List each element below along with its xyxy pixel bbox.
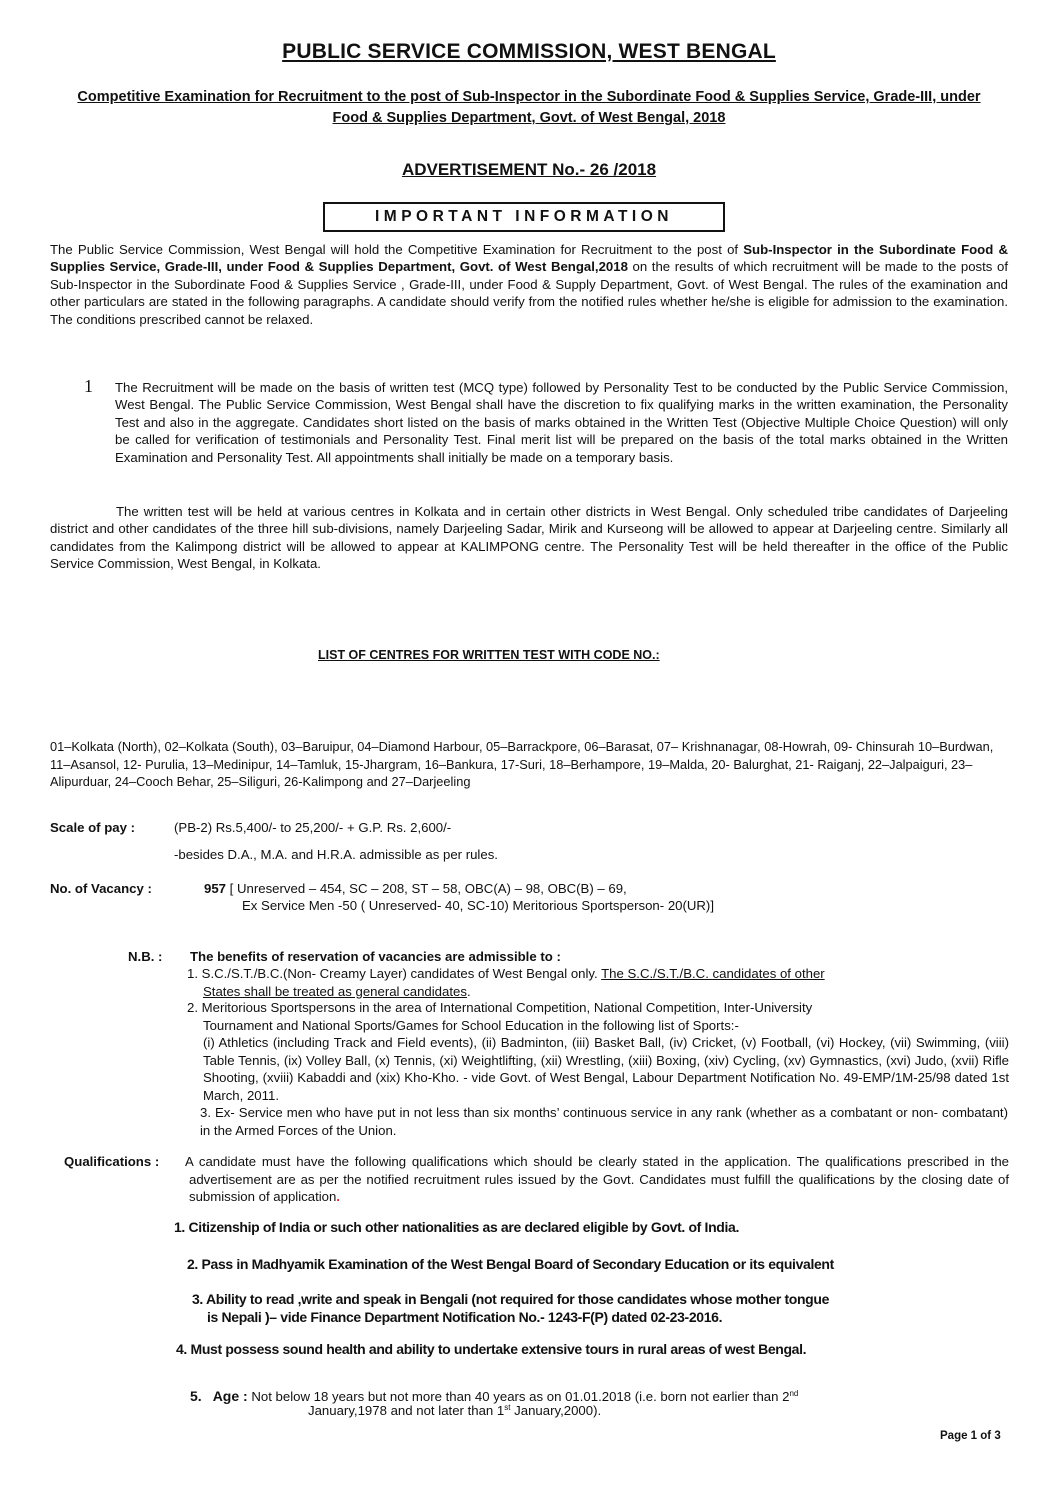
qualification-item-2: 2. Pass in Madhyamik Examination of the West Bengal Board of Secondary Education or its equivalent [187, 1256, 834, 1272]
age-criteria [190, 1385, 798, 1405]
recruitment-paragraph: The Recruitment will be made on the basis of written test (MCQ type) followed by Personality Test to be conducted by the Public Service Commission, West Bengal. The Public Service Commission, West Bengal shall have the discretion to fix qualifying marks in the written examination, the Personality Test and also in the aggregate. Candidates short listed on the basis of marks obtained in the Written Test (Objective Multiple Choice Question) will only be called for verification of testimonials and Personality Test. Final merit list will be prepared on the basis of the total marks obtained in the Written Examination and Personality Test. All appointments shall initially be made on a temporary basis. [115, 380, 1008, 465]
age-cont-b: January,2000). [510, 1403, 602, 1418]
pay-allowances: -besides D.A., M.A. and H.R.A. admissible as per rules. [174, 847, 498, 862]
qualification-item-3 [192, 1290, 1010, 1326]
qualification-item-4: 4. Must possess sound health and ability to undertake extensive tours in rural areas of west Bengal. [176, 1341, 807, 1357]
vacancy-label: No. of Vacancy : [50, 881, 152, 896]
page-title: PUBLIC SERVICE COMMISSION, WEST BENGAL [282, 40, 776, 63]
nb-label: N.B. : [128, 949, 163, 964]
intro-text-rest: on the results of which recruitment will be made to the posts of Sub-Inspector in the Subordinate Food & Supplies Service , Grade-III, under Food & Supply Department, Govt. of West Bengal. The rules of the examination and other particulars are stated in the following paragraphs. A candidate should verify from the notified rules whether he/she is eligible for admission to the examination. The conditions prescribed cannot be relaxed. [50, 259, 1008, 327]
pay-scale-value: (PB-2) Rs.5,400/- to 25,200/- + G.P. Rs. 2,600/- [174, 820, 452, 835]
qualifications-text [185, 1153, 1009, 1206]
intro-paragraph [50, 241, 1008, 328]
qualifications-body: A candidate must have the following qualifications which should be clearly stated in the application. The qualifications prescribed in the advertisement are as per the notified recruitment rules issued by the Govt. Candidates must fulfill the qualifications by the closing date of submission of application [185, 1154, 1009, 1205]
nb-item-1-underlined: The S.C./S.T./B.C. candidates of other [601, 966, 825, 981]
section-number: 1 [84, 376, 93, 396]
nb-item-1-end: . [466, 983, 471, 999]
nb-heading: The benefits of reservation of vacancies are admissible to : [190, 949, 561, 964]
pay-scale-label: Scale of pay : [50, 820, 136, 835]
qualifications-label: Qualifications : [64, 1154, 160, 1169]
age-criteria-cont [308, 1403, 601, 1418]
vacancy-line-2: Ex Service Men -50 ( Unreserved- 40, SC-10) Meritorious Sportsperson- 20(UR)] [242, 898, 714, 913]
nb-item-2-cont: Tournament and National Sports/Games for School Education in the following list of Sports:- [203, 1017, 739, 1033]
nb-item-1-underlined-cont: States shall be treated as general candidates [203, 983, 467, 999]
qualifications-end-mark: . [336, 1189, 341, 1205]
vacancy-line-1: [ Unreserved – 454, SC – 208, ST – 58, OBC(A) – 98, OBC(B) – 69, [226, 881, 627, 896]
important-information-box [323, 202, 725, 232]
qualification-item-1: 1. Citizenship of India or such other nationalities as are declared eligible by Govt. of India. [174, 1219, 739, 1235]
qualification-item-3-line-1: 3. Ability to read ,write and speak in Bengali (not required for those candidates whose mother tongue [192, 1291, 830, 1307]
nb-item-1-text: 1. S.C./S.T./B.C.(Non- Creamy Layer) candidates of West Bengal only. [187, 966, 602, 981]
nb-sports-list: (i) Athletics (including Track and Field events), (ii) Badminton, (iii) Basket Ball, (iv) Cricket, (v) Football, (vi) Hockey, (vii) Swimming, (viii) Table Tennis, (ix) Volley Ball, (x) Tennis, (xi) Weightlifting, (xii) Wrestling, (xiii) Boxing, (xiv) Cycling, (xv) Gymnastics, (xvi) Judo, (xvii) Rifle Shooting, (xviii) Kabaddi and (xix) Kho-Kho. - vide Govt. of West Bengal, Labour Department Notification No. 49-EMP/1M-25/98 dated 1st March, 2011. [203, 1035, 1009, 1103]
age-number: 5. [190, 1388, 202, 1404]
nb-item-2-lead: 2. Meritorious Sportspersons in the area of International Competition, National Competition, Inter-University [187, 1000, 813, 1015]
nb-item-2 [187, 999, 1009, 1105]
intro-text: The Public Service Commission, West Bengal will hold the Competitive Examination for Recruitment to the post of [50, 242, 744, 257]
age-label: Age : [212, 1388, 248, 1404]
nb-item-3: 3. Ex- Service men who have put in not less than six months’ continuous service in any rank (whether as a combatant or non- combatant) in the Armed Forces of the Union. [200, 1105, 1008, 1138]
centres-heading: LIST OF CENTRES FOR WRITTEN TEST WITH CODE NO.: [318, 648, 660, 662]
age-cont-a: January,1978 and not later than 1 [308, 1403, 505, 1418]
written-test-paragraph: The written test will be held at various centres in Kolkata and in certain other districts in West Bengal. Only scheduled tribe candidates of Darjeeling district and other candidates of the three hill sub-divisions, namely Darjeeling Sadar, Mirik and Kurseong will be allowed to appear at Darjeeling centre. Similarly all candidates from the Kalimpong district will be allowed to appear at KALIMPONG centre. The Personality Test will be held thereafter in the office of the Public Service Commission, West Bengal, in Kolkata. [50, 504, 1008, 572]
age-sup-1: nd [789, 1389, 799, 1398]
important-information-label: IMPORTANT INFORMATION [375, 208, 673, 225]
intro-bold-text: Sub-Inspector in the Subordinate Food & Supplies Service, Grade-III, under Food & Supplies Department, Govt. of West Bengal,2018 [50, 242, 1008, 275]
advertisement-number: ADVERTISEMENT No.- 26 /2018 [401, 160, 657, 179]
nb-item-1 [187, 965, 1009, 1000]
vacancy-breakdown [204, 880, 627, 898]
exam-subtitle: Competitive Examination for Recruitment to the post of Sub-Inspector in the Subordinate Food & Supplies Service, Grade-III, under Food & Supplies Department, Govt. of West Bengal, 2018 [77, 89, 981, 126]
age-sup-2: st [504, 1403, 511, 1412]
age-text: Not below 18 years but not more than 40 years as on 01.01.2018 (i.e. born not earlier than 2 [247, 1389, 790, 1404]
centres-list: 01–Kolkata (North), 02–Kolkata (South), 03–Baruipur, 04–Diamond Harbour, 05–Barrackpore, 06–Barasat, 07– Krishnanagar, 08-Howrah, 09- Chinsurah 10–Burdwan, 11–Asansol, 12- Purulia, 13–Medinipur, 14–Tamluk, 15-Jhargram, 16–Bankura, 17-Suri, 18–Berhampore, 19–Malda, 20- Balurghat, 21- Raiganj, 22–Jalpaiguri, 23–Alipurduar, 24–Cooch Behar, 25–Siliguri, 26-Kalimpong and 27–Darjeeling [50, 739, 994, 790]
vacancy-total: 957 [204, 881, 227, 896]
qualification-item-3-line-2: is Nepali )– vide Finance Department Notification No.- 1243-F(P) dated 02-23-2016. [207, 1309, 723, 1325]
page-number: Page 1 of 3 [940, 1430, 1001, 1442]
